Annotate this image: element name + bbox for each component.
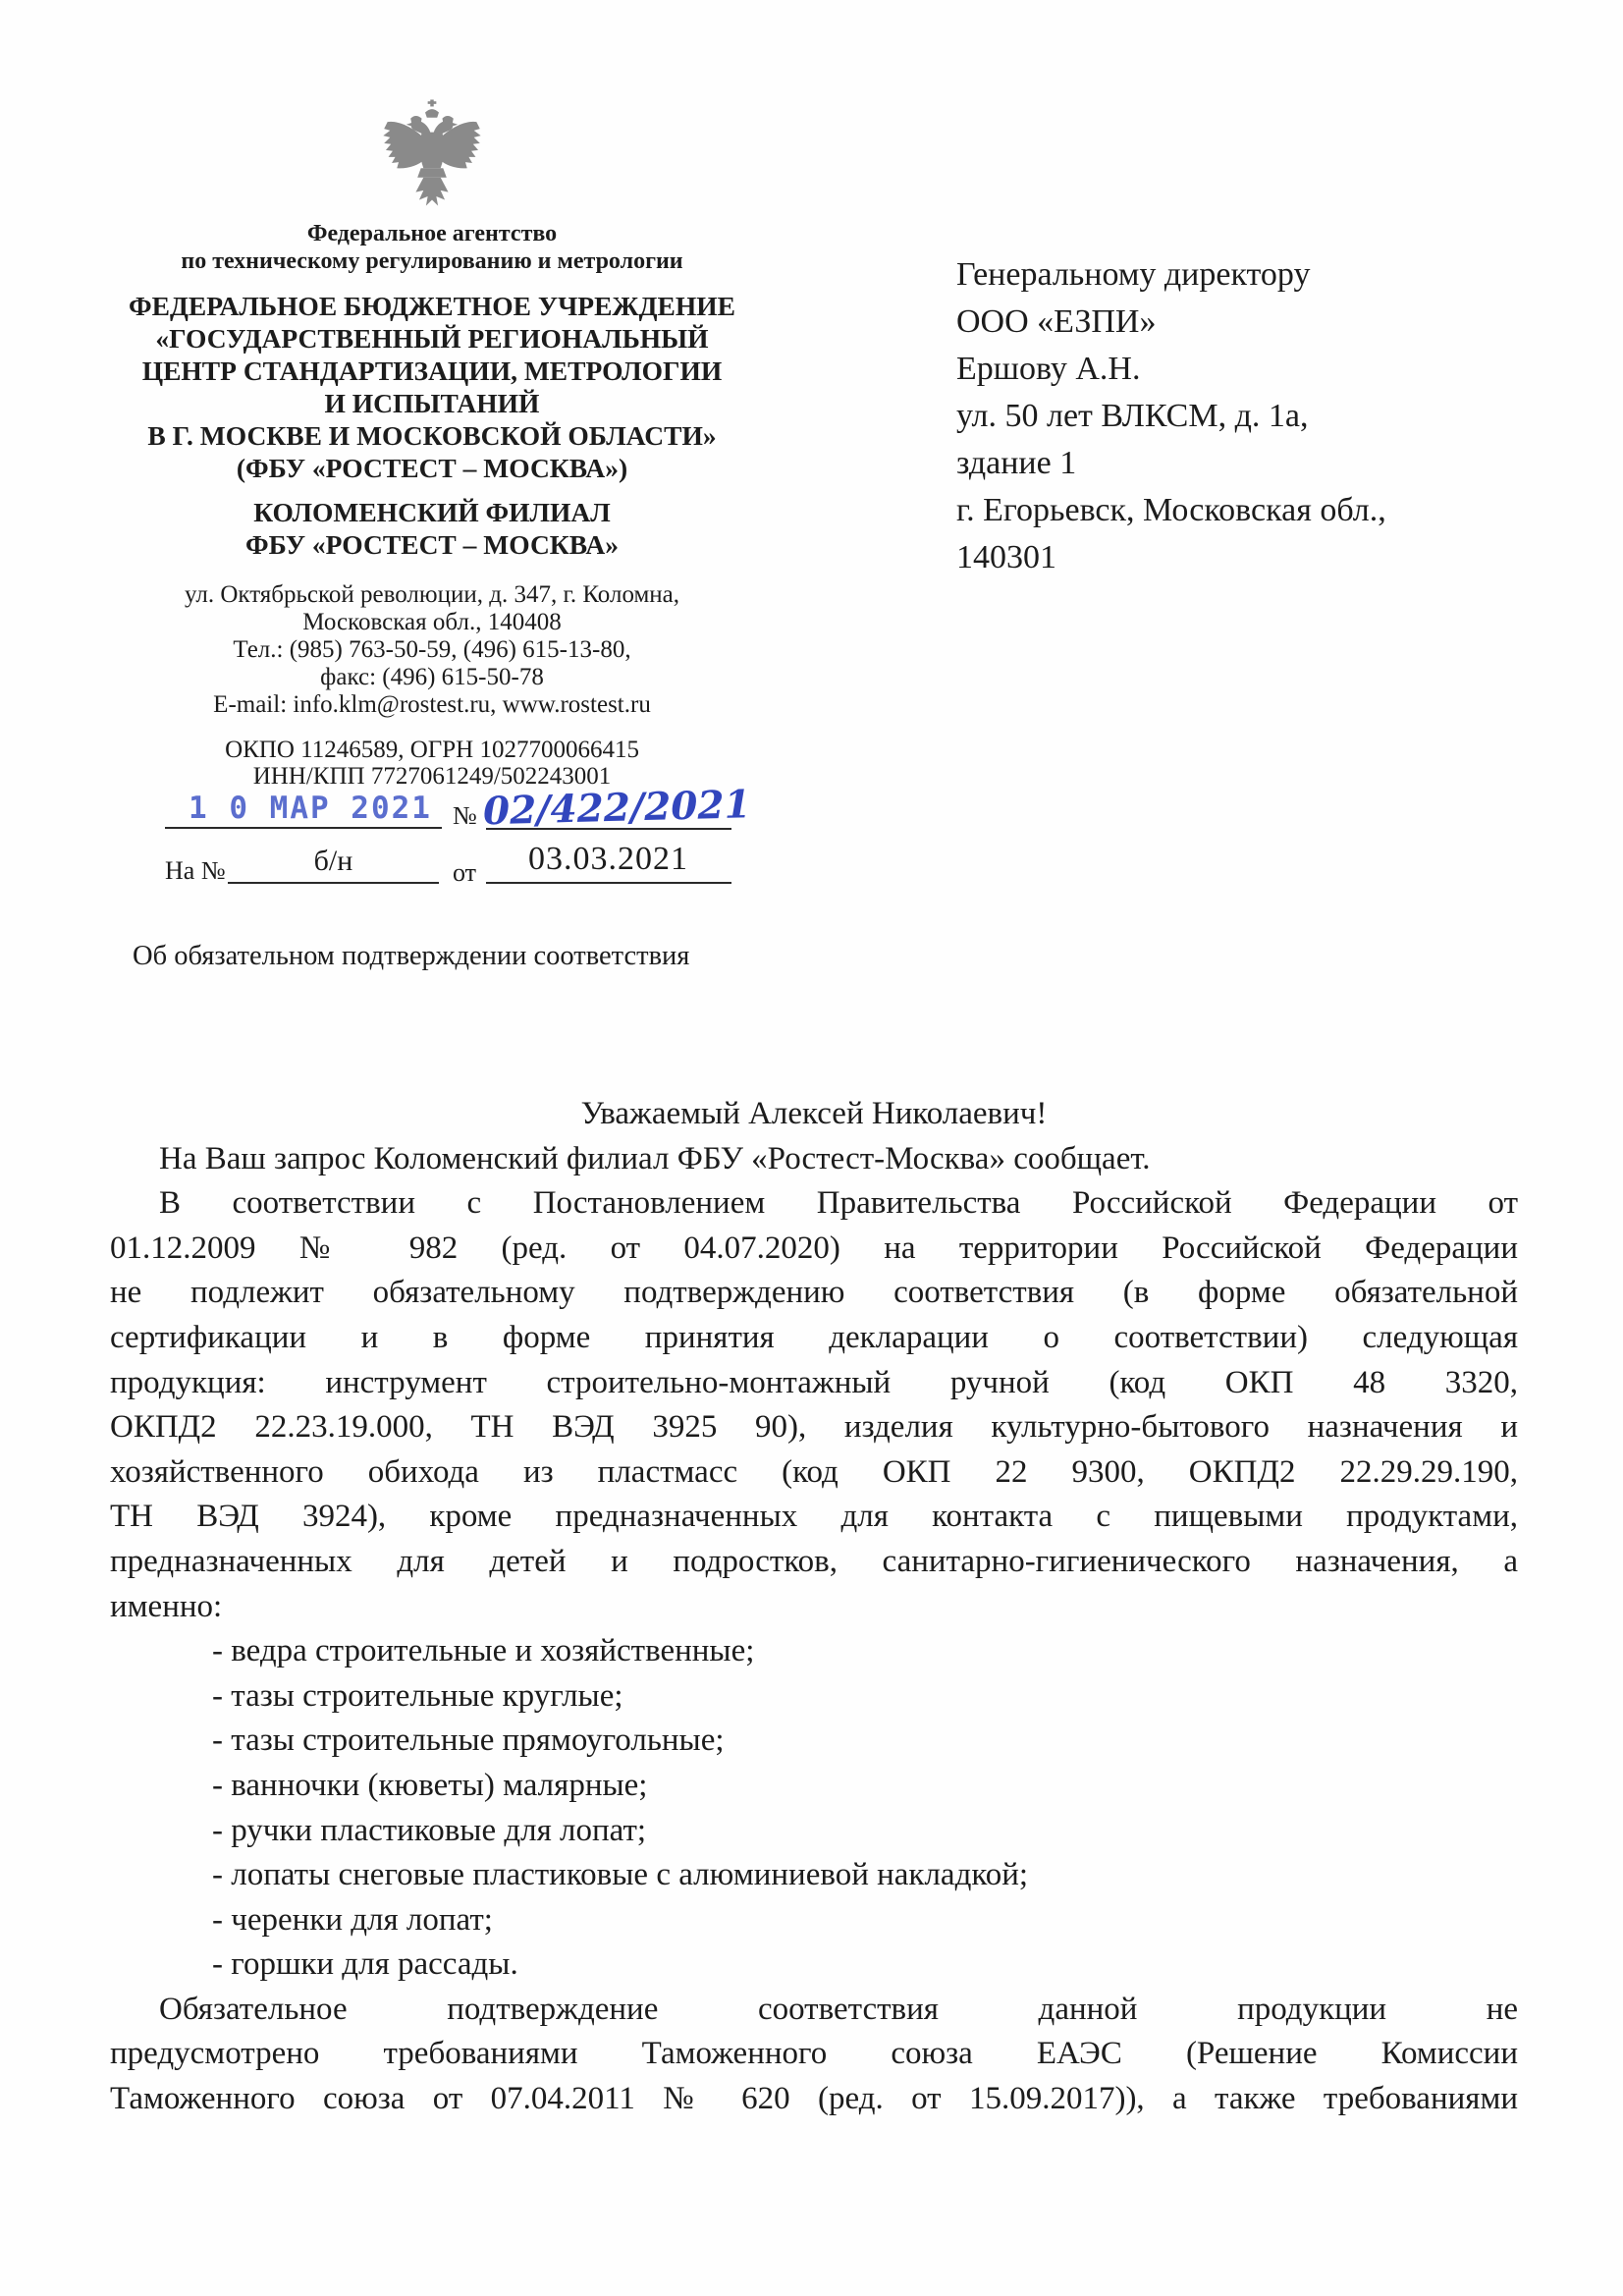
addressee-line: здание 1 [956, 445, 1077, 481]
branch-name-line: ФБУ «РОСТЕСТ – МОСКВА» [245, 529, 619, 560]
contact-line: Московская обл., 140408 [302, 609, 562, 635]
branch-name-line: КОЛОМЕНСКИЙ ФИЛИАЛ [253, 497, 611, 527]
addressee-line: 140301 [956, 539, 1056, 575]
subject-line: Об обязательном подтверждении соответствия [133, 941, 690, 971]
body-line: сертификации и в форме принятия декларации о соответствии) следующая [110, 1319, 1518, 1355]
registration-line: ОКПО 11246589, ОГРН 1027700066415 [225, 737, 639, 763]
agency-name-line: Федеральное агентство [306, 221, 558, 246]
incoming-date-value: 03.03.2021 [528, 841, 688, 877]
contact-line: E-mail: info.klm@rostest.ru, www.rostest.ru [213, 691, 651, 718]
body-line: В соответствии с Постановлением Правительства Российской Федерации от [159, 1185, 1518, 1222]
org-name-line: «ГОСУДАРСТВЕННЫЙ РЕГИОНАЛЬНЫЙ [155, 323, 709, 354]
outgoing-number-handwritten: 02/422/2021 [482, 782, 752, 835]
list-item: - ведра строительные и хозяйственные; [212, 1633, 755, 1669]
body-line: На Ваш запрос Коломенский филиал ФБУ «Ростест-Москва» сообщает. [159, 1140, 1151, 1176]
letterhead [110, 96, 754, 790]
contact-line: ул. Октябрьской революции, д. 347, г. Коломна, [184, 581, 680, 608]
reference-block [110, 782, 778, 899]
org-name-line: В Г. МОСКВЕ И МОСКОВСКОЙ ОБЛАСТИ» [147, 420, 717, 451]
agency-name-line: по техническому регулированию и метрологии [181, 248, 683, 274]
body-line: хозяйственного обихода из пластмасс (код ОКП 22 9300, ОКПД2 22.29.29.190, [110, 1453, 1518, 1490]
list-item: - тазы строительные круглые; [212, 1677, 623, 1714]
letter-body [110, 1092, 1518, 2122]
registration-codes [110, 737, 754, 790]
org-name-line: И ИСПЫТАНИЙ [324, 388, 540, 418]
list-item: - тазы строительные прямоугольные; [212, 1722, 725, 1759]
list-item: - ванночки (кюветы) малярные; [212, 1767, 648, 1803]
incoming-number-value: б/н [313, 845, 353, 877]
salutation: Уважаемый Алексей Николаевич! [580, 1096, 1048, 1131]
contact-info [110, 581, 754, 719]
org-name-line: ЦЕНТР СТАНДАРТИЗАЦИИ, МЕТРОЛОГИИ [141, 355, 723, 386]
list-item: - ручки пластиковые для лопат; [212, 1812, 647, 1848]
registration-line: ИНН/КПП 7727061249/502243001 [252, 763, 612, 790]
body-line: Таможенного союза от 07.04.2011 № 620 (ред. от 15.09.2017)), а также требованиями [110, 2081, 1518, 2117]
date-stamp: 1 0 МАР 2021 [189, 791, 432, 826]
body-line: 01.12.2009 № 982 (ред. от 04.07.2020) на территории Российской Федерации [110, 1230, 1518, 1266]
addressee-line: г. Егорьевск, Московская обл., [956, 492, 1386, 528]
body-line: предусмотрено требованиями Таможенного союза ЕАЭС (Решение Комиссии [110, 2036, 1518, 2072]
body-line: не подлежит обязательному подтверждению соответствия (в форме обязательной [110, 1275, 1518, 1311]
outgoing-date-underline [165, 827, 442, 829]
incoming-number-underline [228, 882, 439, 884]
addressee-line: Ершову А.Н. [956, 351, 1141, 387]
addressee-block [956, 251, 1545, 581]
branch-name [110, 496, 754, 561]
organization-name [110, 290, 754, 484]
org-name-line: (ФБУ «РОСТЕСТ – МОСКВА») [236, 453, 628, 483]
list-item: - лопаты снеговые пластиковые с алюминиевой накладкой; [212, 1857, 1029, 1893]
addressee-line: ООО «ЕЗПИ» [956, 303, 1157, 340]
body-line: именно: [110, 1588, 223, 1624]
body-line: Обязательное подтверждение соответствия данной продукции не [159, 1991, 1518, 2027]
incoming-date-underline [486, 882, 731, 884]
contact-line: факс: (496) 615-50-78 [320, 664, 544, 690]
state-emblem-icon [372, 96, 492, 216]
body-line: ОКПД2 22.23.19.000, ТН ВЭД 3925 90), изделия культурно-бытового назначения и [110, 1409, 1518, 1446]
body-line: продукция: инструмент строительно-монтажный ручной (код ОКП 48 3320, [110, 1364, 1518, 1400]
outgoing-number-label: № [453, 801, 477, 830]
addressee-line: ул. 50 лет ВЛКСМ, д. 1а, [956, 398, 1309, 434]
list-item: - горшки для рассады. [212, 1946, 518, 1983]
incoming-date-label: от [453, 858, 477, 887]
org-name-line: ФЕДЕРАЛЬНОЕ БЮДЖЕТНОЕ УЧРЕЖДЕНИЕ [129, 291, 735, 321]
body-line: ТН ВЭД 3924), кроме предназначенных для контакта с пищевыми продуктами, [110, 1499, 1518, 1535]
outgoing-number-underline [486, 828, 731, 830]
contact-line: Тел.: (985) 763-50-59, (496) 615-13-80, [233, 636, 631, 663]
body-line: предназначенных для детей и подростков, санитарно-гигиенического назначения, а [110, 1543, 1518, 1579]
incoming-number-label: На № [165, 856, 226, 885]
addressee-line: Генеральному директору [956, 256, 1311, 293]
list-item: - черенки для лопат; [212, 1901, 493, 1938]
